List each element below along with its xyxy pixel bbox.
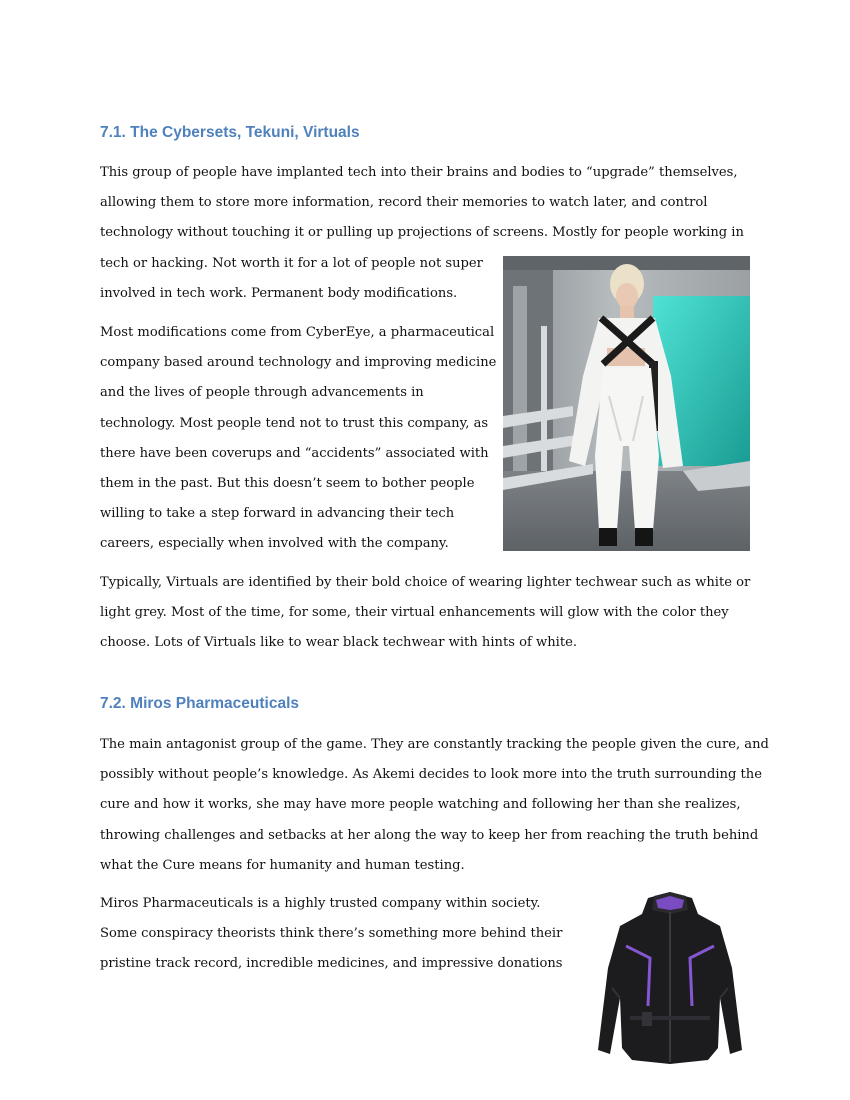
paragraph-7-1-cybereye xyxy=(100,318,496,560)
text-line: Some conspiracy theorists think there’s something more behind their xyxy=(100,926,563,942)
heading-7-1: 7.1. The Cybersets, Tekuni, Virtuals xyxy=(100,124,360,141)
text-line: company based around technology and improving medicine xyxy=(100,355,497,371)
text-line: possibly without people’s knowledge. As Akemi decides to look more into the truth surrounding the xyxy=(100,767,762,783)
paragraph-7-2-trust xyxy=(100,889,562,980)
text-line: there have been coverups and “accidents” associated with xyxy=(100,445,489,461)
text-line: light grey. Most of the time, for some, their virtual enhancements will glow with the color they xyxy=(100,605,729,621)
text-line: and the lives of people through advancements in xyxy=(100,385,424,401)
text-line: technology without touching it or pulling up projections of screens. Mostly for people working in xyxy=(100,225,744,241)
text-line: technology. Most people tend not to trust this company, as xyxy=(100,415,489,431)
heading-7-2: 7.2. Miros Pharmaceuticals xyxy=(100,695,300,712)
text-line: This group of people have implanted tech into their brains and bodies to “upgrade” themselves, xyxy=(100,165,738,180)
paragraph-7-2-antagonist xyxy=(100,730,769,881)
text-line: The main antagonist group of the game. They are constantly tracking the people given the cure, and xyxy=(100,737,769,752)
text-line: tech or hacking. Not worth it for a lot of people not super xyxy=(100,255,483,271)
text-line: involved in tech work. Permanent body modifications. xyxy=(100,285,458,301)
techwear-model-photo xyxy=(503,256,750,551)
text-line: cure and how it works, she may have more people watching and following her than she realizes, xyxy=(100,797,741,813)
text-line: Miros Pharmaceuticals is a highly trusted company within society. xyxy=(100,896,541,911)
text-line: them in the past. But this doesn’t seem to bother people xyxy=(100,476,475,492)
text-line: allowing them to store more information, record their memories to watch later, and control xyxy=(100,195,708,211)
text-line: Most modifications come from CyberEye, a pharmaceutical xyxy=(100,325,495,340)
text-line: willing to take a step forward in advancing their tech xyxy=(100,506,455,522)
text-line: what the Cure means for humanity and human testing. xyxy=(100,857,465,873)
text-line: pristine track record, incredible medicines, and impressive donations xyxy=(100,956,563,972)
black-purple-jacket-photo xyxy=(590,888,750,1073)
paragraph-7-1-virtuals xyxy=(100,568,750,659)
text-line: careers, especially when involved with the company. xyxy=(100,536,449,552)
text-line: throwing challenges and setbacks at her along the way to keep her from reaching the truth behind xyxy=(100,827,759,843)
text-line: choose. Lots of Virtuals like to wear black techwear with hints of white. xyxy=(100,635,578,651)
text-line: Typically, Virtuals are identified by their bold choice of wearing lighter techwear such as white or xyxy=(100,575,751,590)
